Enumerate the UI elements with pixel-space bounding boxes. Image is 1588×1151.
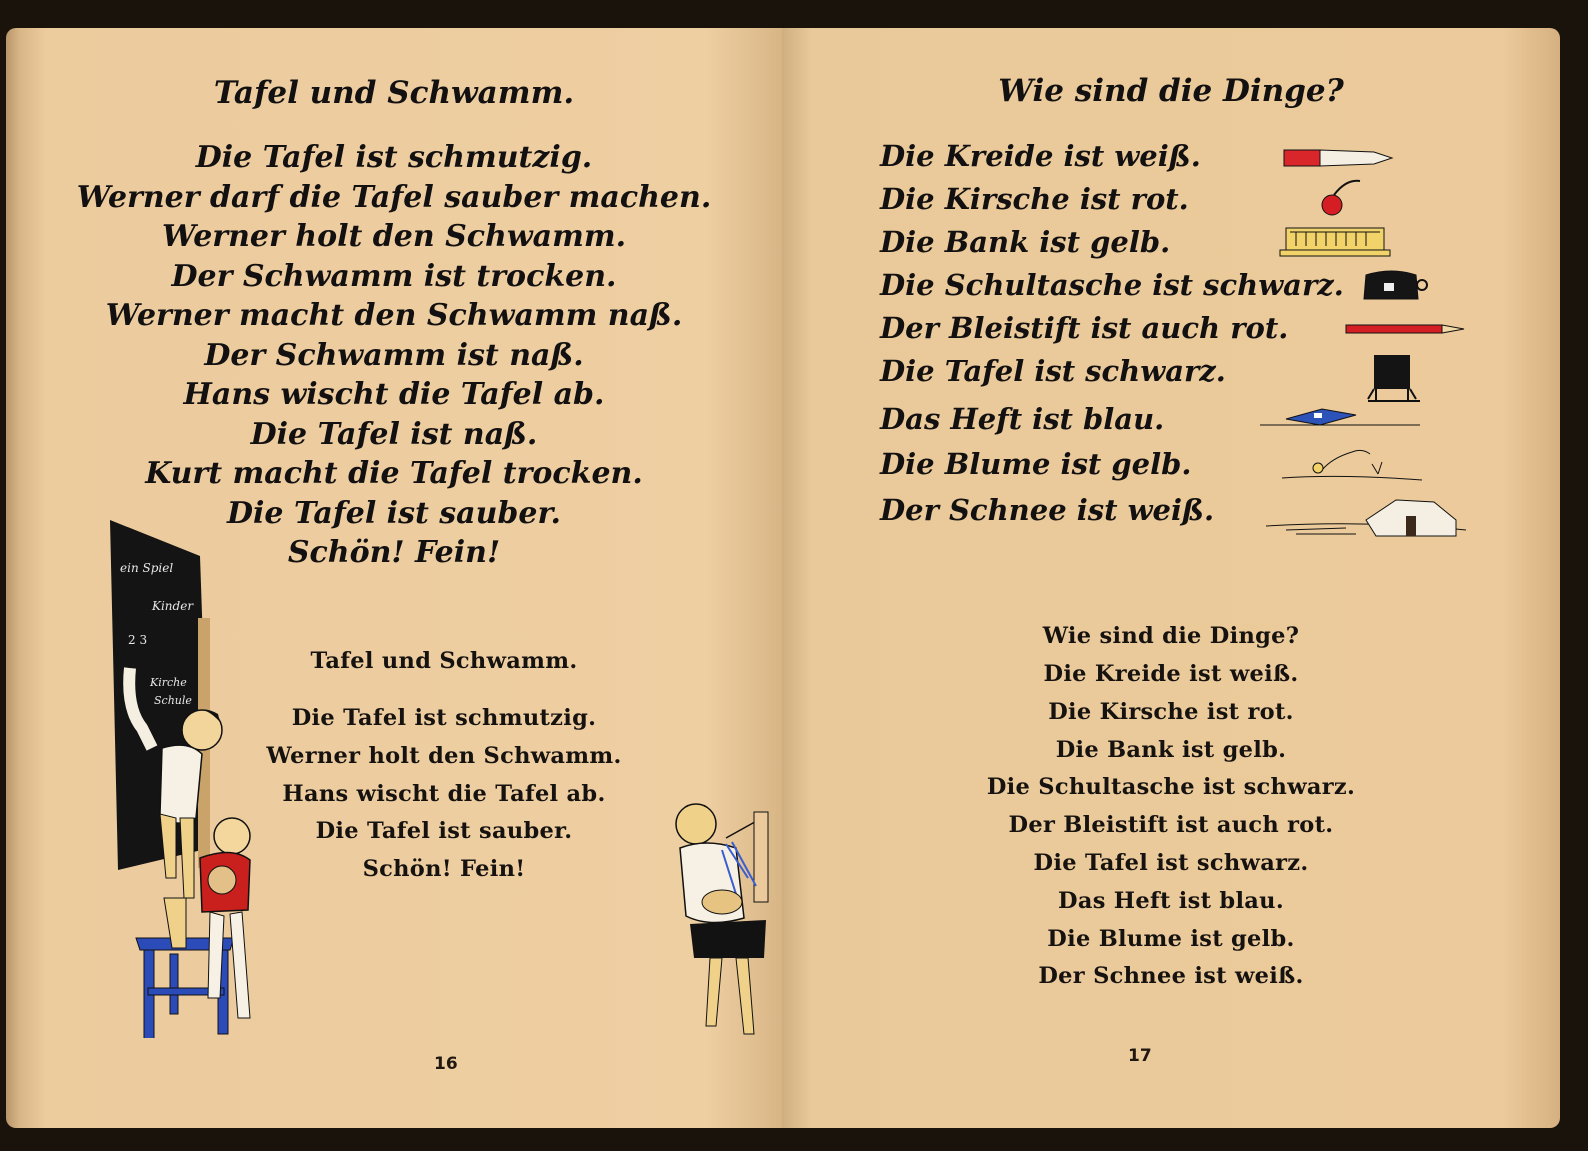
script-line: Die Tafel ist naß. <box>250 416 538 452</box>
object-row <box>880 308 1540 348</box>
script-title-right: Wie sind die Dinge? <box>998 73 1344 109</box>
object-row <box>880 136 1540 176</box>
print-line: Die Tafel ist schmutzig. <box>291 705 597 731</box>
print-line: Schön! Fein! <box>362 856 526 883</box>
child-with-sponge-illustration <box>666 798 776 1048</box>
row-text: Der Schnee ist weiß. <box>880 493 1215 527</box>
blackboard-word: Schule <box>154 694 192 707</box>
object-row <box>880 265 1540 305</box>
print-line: Die Kirsche ist rot. <box>1048 698 1294 725</box>
print-line: Der Bleistift ist auch rot. <box>1008 812 1334 839</box>
object-row <box>880 444 1540 484</box>
right-page <box>782 28 1560 1128</box>
row-text: Die Kreide ist weiß. <box>880 139 1201 173</box>
snow-house-icon <box>1266 490 1472 546</box>
print-line: Die Tafel ist schwarz. <box>1033 849 1309 876</box>
print-line: Werner holt den Schwamm. <box>266 742 622 769</box>
row-text: Der Bleistift ist auch rot. <box>880 311 1289 345</box>
script-line: Werner holt den Schwamm. <box>161 219 627 254</box>
blackboard-word: 2 3 <box>128 633 148 647</box>
print-title-right: Wie sind die Dinge? <box>1042 623 1300 649</box>
row-text: Die Blume ist gelb. <box>880 447 1192 481</box>
chalk-icon <box>1280 136 1396 176</box>
script-line: Der Schwamm ist trocken. <box>171 258 617 294</box>
print-title-left: Tafel und Schwamm. <box>310 648 578 674</box>
object-row <box>880 490 1540 530</box>
print-line: Hans wischt die Tafel ab. <box>282 780 606 807</box>
script-text-left <box>6 138 782 573</box>
script-line: Werner macht den Schwamm naß. <box>105 298 683 333</box>
script-line: Kurt macht die Tafel trocken. <box>145 456 643 491</box>
print-line: Die Kreide ist weiß. <box>1043 661 1299 687</box>
blackboard-word: Kinder <box>152 599 194 613</box>
object-row <box>880 351 1540 391</box>
left-page <box>6 28 782 1128</box>
print-line: Die Blume ist gelb. <box>1047 925 1295 952</box>
flower-icon <box>1282 444 1432 484</box>
script-line: Der Schwamm ist naß. <box>204 337 584 373</box>
page-number-left: 16 <box>434 1054 458 1074</box>
children-at-blackboard-illustration <box>102 518 262 1038</box>
schoolbag-icon <box>1352 265 1432 305</box>
row-text: Die Tafel ist schwarz. <box>880 354 1226 388</box>
print-text-right <box>782 656 1560 996</box>
page-number-right: 17 <box>1128 1046 1152 1066</box>
print-line: Die Schultasche ist schwarz. <box>986 774 1356 801</box>
script-line: Schön! Fein! <box>287 535 501 570</box>
object-row <box>880 222 1540 262</box>
cherry-icon <box>1310 179 1370 219</box>
row-text: Die Bank ist gelb. <box>880 225 1171 259</box>
print-line: Der Schnee ist weiß. <box>1038 963 1304 990</box>
script-title-left: Tafel und Schwamm. <box>213 75 575 111</box>
blackboard-word: ein Spiel <box>120 561 174 575</box>
print-line: Das Heft ist blau. <box>1058 887 1284 914</box>
row-text: Die Kirsche ist rot. <box>880 182 1189 216</box>
blackboard-word: Kirche <box>150 676 187 689</box>
print-line: Die Tafel ist sauber. <box>315 818 573 845</box>
row-text: Die Schultasche ist schwarz. <box>880 268 1344 302</box>
object-row <box>880 399 1540 439</box>
script-line: Die Tafel ist sauber. <box>227 495 561 531</box>
bench-icon <box>1276 222 1396 262</box>
row-text: Das Heft ist blau. <box>880 402 1165 436</box>
script-line: Hans wischt die Tafel ab. <box>183 377 605 412</box>
pencil-icon <box>1342 308 1472 348</box>
print-text-left <box>186 700 702 889</box>
object-row <box>880 179 1540 219</box>
print-line: Die Bank ist gelb. <box>1055 736 1287 763</box>
notebook-icon <box>1260 399 1420 439</box>
script-line: Werner darf die Tafel sauber machen. <box>76 179 712 215</box>
script-line: Die Tafel ist schmutzig. <box>195 140 593 175</box>
